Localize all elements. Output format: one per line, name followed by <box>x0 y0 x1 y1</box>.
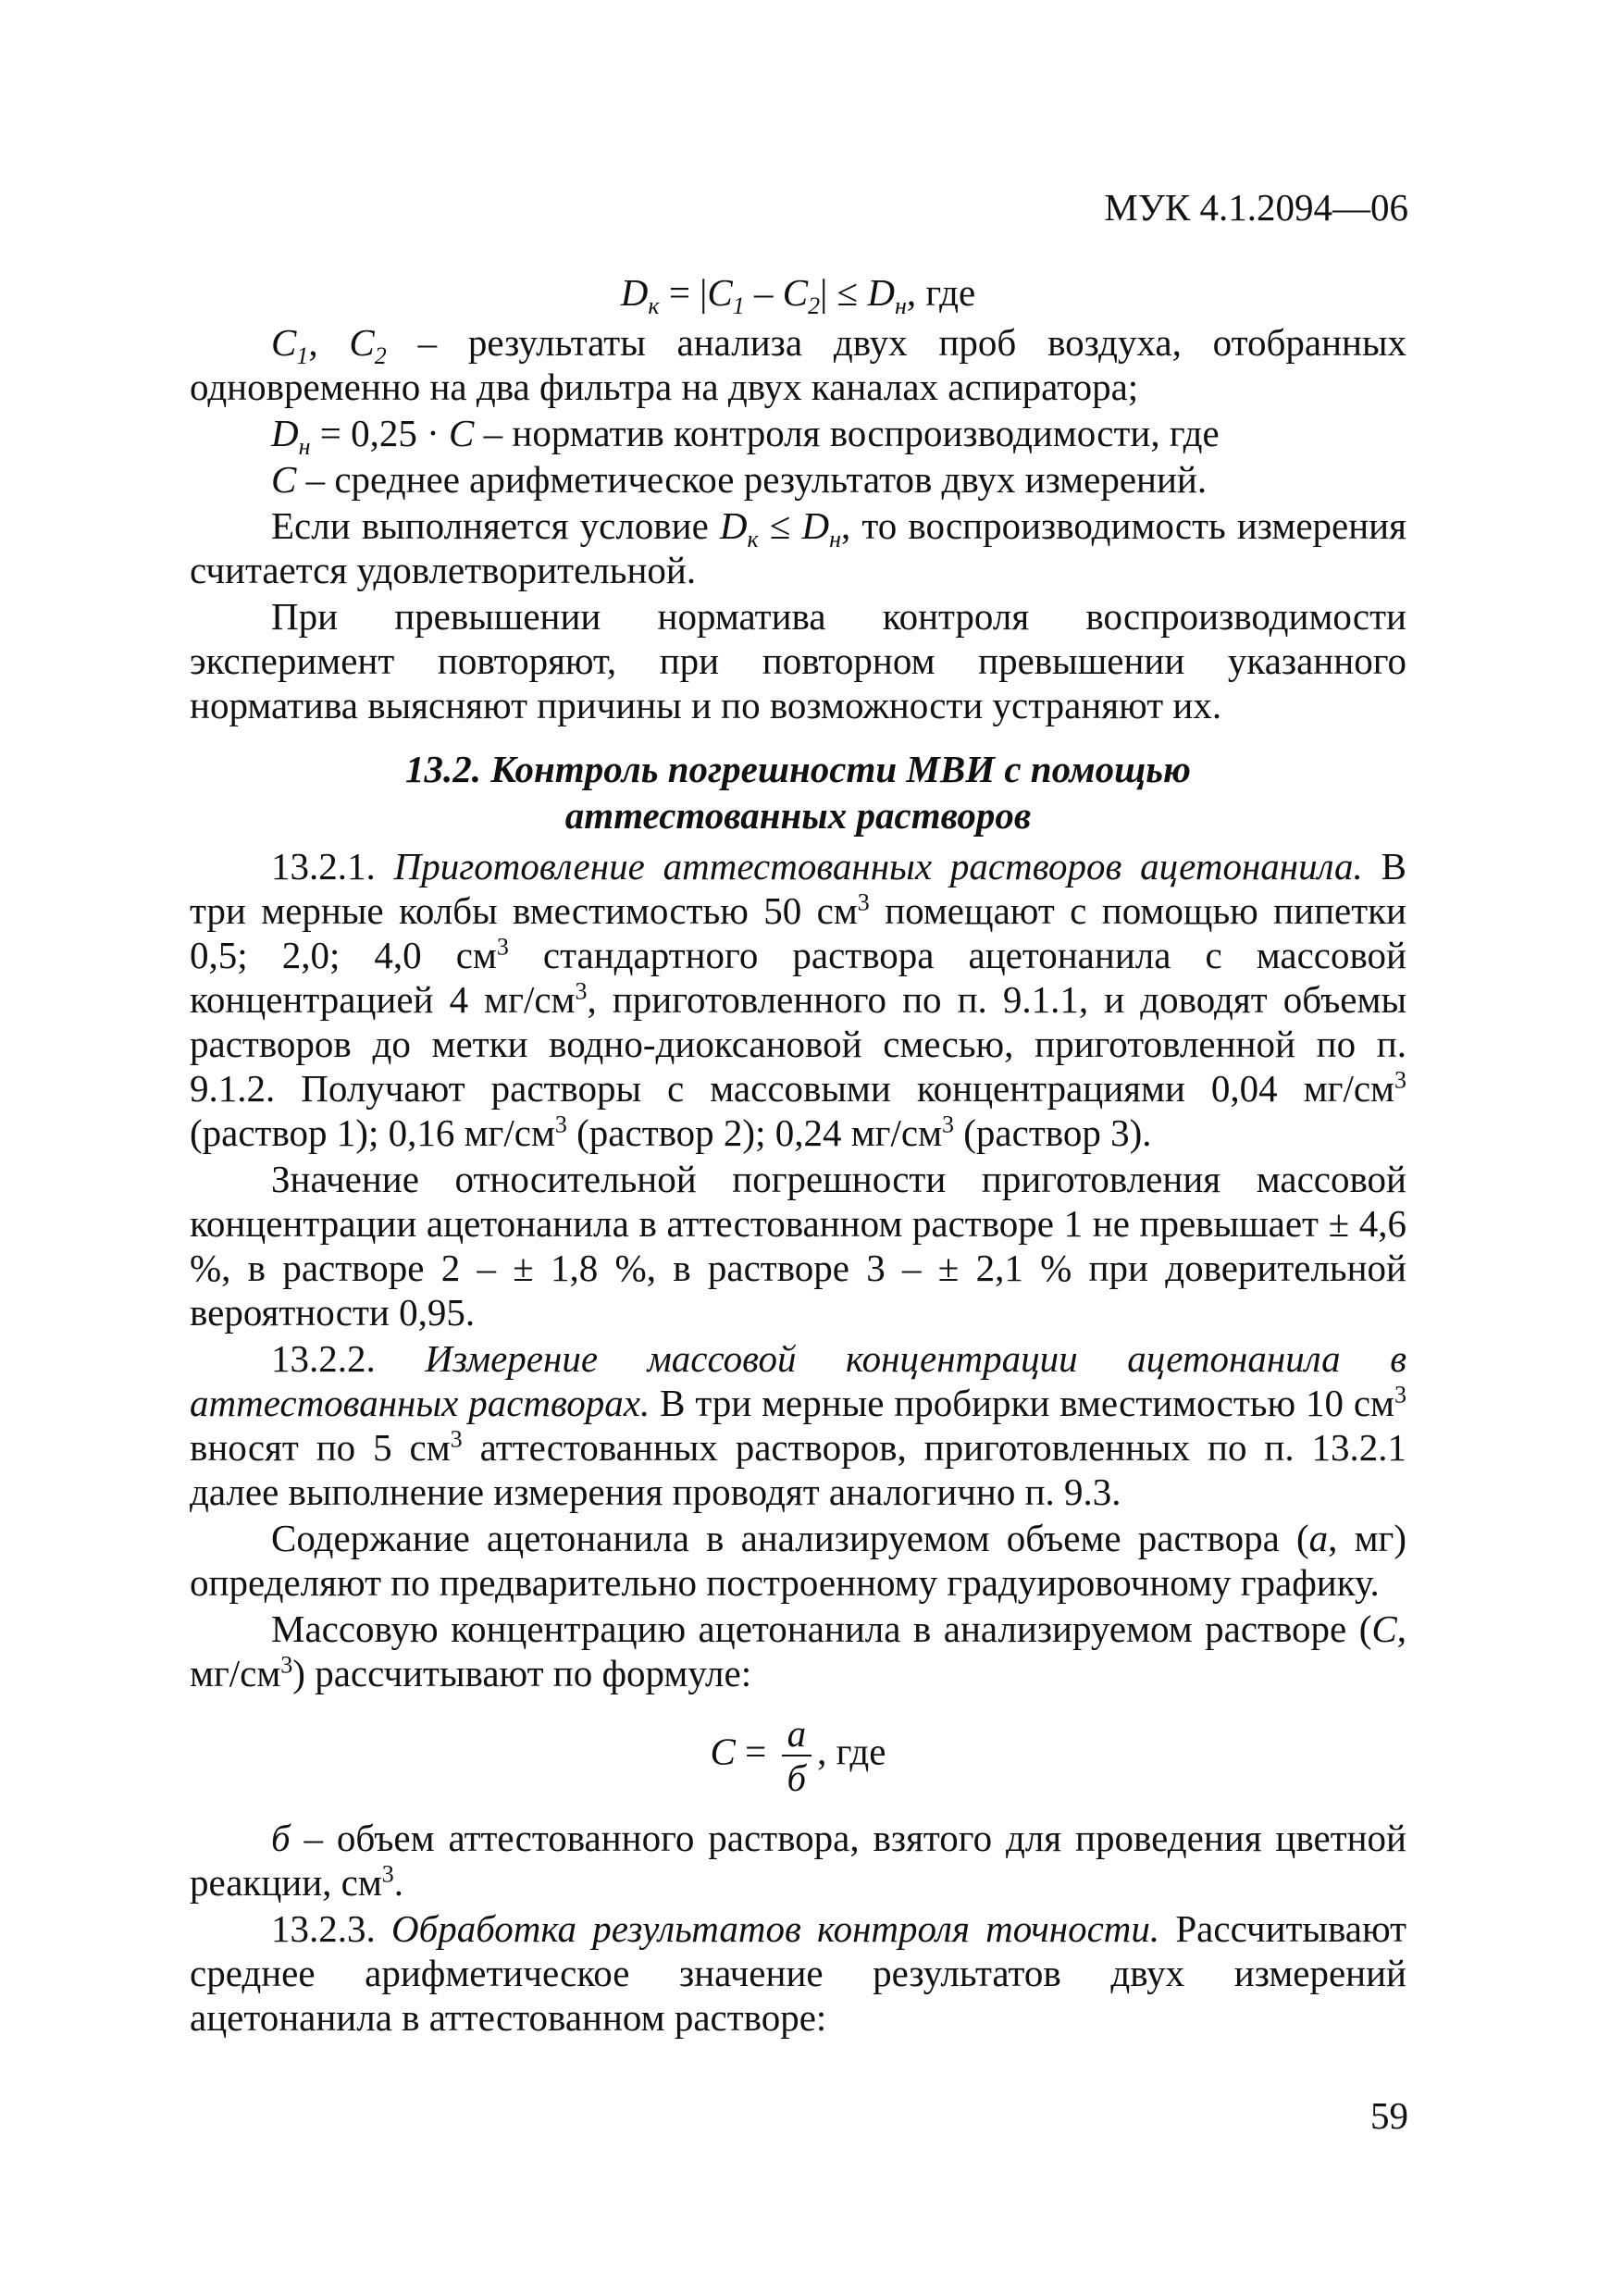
paragraph-13-2-3: 13.2.3. Обработка результатов контроля точности. Рассчитывают среднее арифметическое значение результатов двух измерений ацетонанила в аттестованном растворе: <box>190 1907 1406 2039</box>
section-heading <box>190 746 1406 838</box>
fraction <box>782 1712 812 1799</box>
paragraph-exceeding-norm: При превышении норматива контроля воспроизводимости эксперимент повторяют, при повторном превышении указанного норматива выясняют причины и по возможности устраняют их. <box>190 595 1406 726</box>
paragraph-c-definition: C – среднее арифметическое результатов двух измерений. <box>271 458 1208 501</box>
page-number: 59 <box>1370 2094 1408 2137</box>
paragraph-b-definition: б – объем аттестованного раствора, взятого для проведения цветной реакции, $см^3$. <box>190 1817 1406 1904</box>
fraction-numerator: а <box>782 1712 812 1756</box>
paragraph-mass-concentration: Массовую концентрацию ацетонанила в анализируемом растворе (С, $мг/см^3$) рассчитывают по формуле: <box>190 1607 1406 1694</box>
fraction-denominator: б <box>787 1756 807 1799</box>
concentration-formula: С = $\frac{а}{б}$ , где <box>710 1712 886 1799</box>
paragraph-dn-definition: $D_н = 0,25 \cdot C$ – норматив контроля воспроизводимости, где <box>271 412 1220 461</box>
document-code-header: МУК 4.1.2094—06 <box>1104 186 1408 229</box>
paragraph-13-2-1: 13.2.1. Приготовление аттестованных растворов ацетонанила. В три мерные колбы вместимостью 50 $см^3$ помещают с помощью пипетки 0,5; 2,0; 4,0 $см^3$ стандартного раствора ацетонанила с массовой концентрацией 4 $мг/см^3$, приготовленного по п. 9.1.1, и доводят объемы растворов до метки водно-диоксановой смесью, приготовленной по п. 9.1.2. Получают растворы с массовыми концентрациями 0,04 $мг/см^3$ (раствор 1); 0,16 $мг/см^3$ (раствор 2); 0,24 $мг/см^3$ (раствор 3). <box>190 845 1406 1154</box>
paragraph-c1-c2-definition: $C_1$, $C_2$ – результаты анализа двух проб воздуха, отобранных одновременно на два фильтра на двух каналах аспиратора; <box>190 321 1406 408</box>
section-heading-line1: 13.2. Контроль погрешности МВИ с помощью <box>405 748 1191 790</box>
paragraph-relative-error: Значение относительной погрешности приготовления массовой концентрации ацетонанила в аттестованном растворе 1 не превышает ± 4,6 %, в растворе 2 – ± 1,8 %, в растворе 3 – ± 2,1 % при доверительной вероятности 0,95. <box>190 1158 1406 1334</box>
section-heading-line2: аттестованных растворов <box>564 794 1032 837</box>
paragraph-content-determination: Содержание ацетонанила в анализируемом объеме раствора (а, мг) определяют по предварительно построенному градуировочному графику. <box>190 1517 1407 1604</box>
page-content <box>190 270 1406 2042</box>
paragraph-condition: Если выполняется условие $D_к \le D_н$, то воспроизводимость измерения считается удовлетворительной. <box>190 504 1406 591</box>
paragraph-13-2-2: 13.2.2. Измерение массовой концентрации ацетонанила в аттестованных растворах. В три мерные пробирки вместимостью 10 $см^3$ вносят по 5 $см^3$ аттестованных растворов, приготовленных по п. 13.2.1 далее выполнение измерения проводят аналогично п. 9.3. <box>190 1337 1407 1513</box>
reproducibility-formula: $D_к = |C_1 - C_2| \le D_н$, где <box>620 271 976 320</box>
